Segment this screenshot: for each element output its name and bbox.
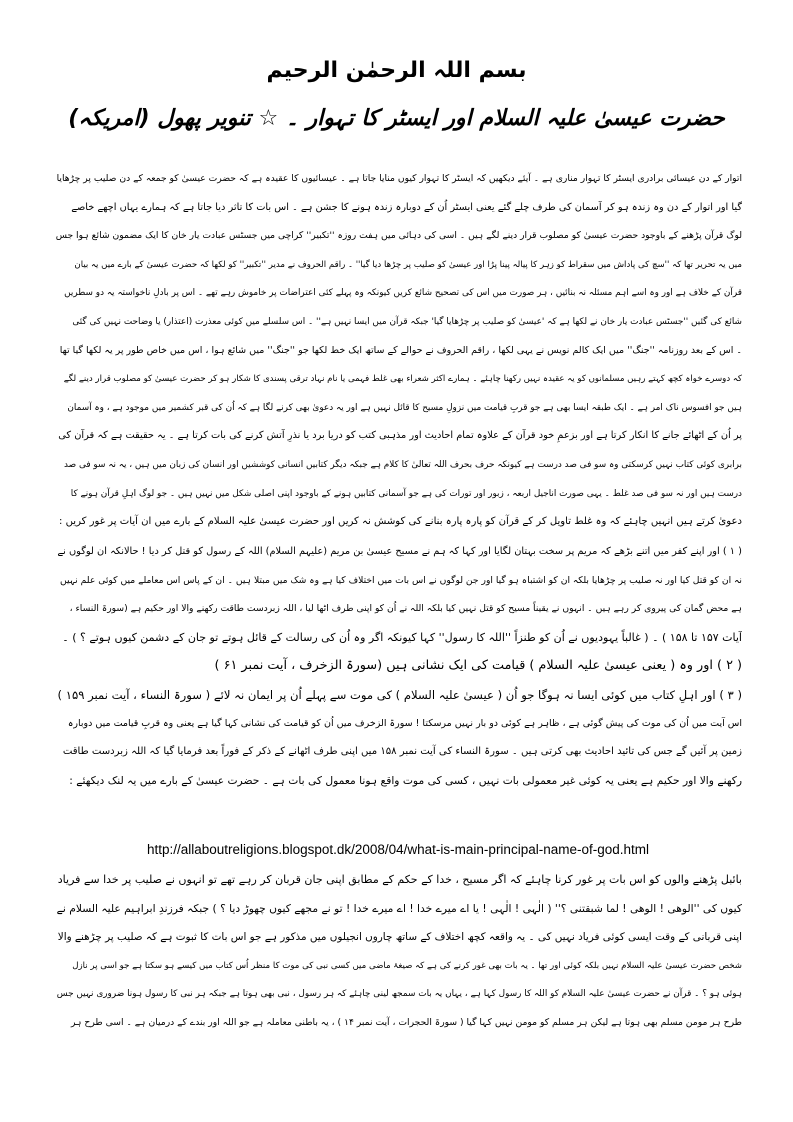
text-line: لوگ قرآن پڑھنے کے باوجود حضرت عیسیٰ کو مصلوب قرار دینے لگے ہیں ۔ اسی کی دہائی میں ہفت روزہ ''تکبیر'' کراچی میں جسٹس عبادت یار خان کا ایک مضمون شائع ہوا جس [55, 230, 742, 242]
text-line: بائبل پڑھنے والوں کو اس بات پر غور کرنا چاہئے کہ اگر مسیح ، خدا کے حکم کے مطابق اپنی جان قربان کر رہے تھے تو انہوں نے صلیب پر خدا سے فریاد [57, 873, 742, 886]
text-line: ہوئی ہو ؟ ۔ قرآن نے حضرت عیسیٰ علیہ السلام کو اللہ کا رسول کہا ہے ، یہاں یہ بات سمجھ لینی چاہئے کہ ہر رسول ، نبی بھی ہوتا ہے جبکہ ہر نبی کا رسول ہونا ضروری نہیں جس [56, 989, 742, 1000]
paragraph-intro [54, 165, 742, 537]
text-line: رکھنے والا اور حکیم ہے یعنی یہ کوئی غیر معمولی بات نہیں ، کسی کی موت واقع ہونا معمول کی بات ہے ۔ حضرت عیسیٰ کے بارے میں یہ لنک دیکھئے : [69, 773, 742, 787]
text-line: کہ دوسرے خواہ کچھ کہتے رہیں مسلمانوں کو یہ عقیدہ نہیں رکھنا چاہئے ۔ ہمارے اکثر شعراء بھی غلط فہمی یا نام نہاد ترقی پسندی کا شکار ہو کر حضرت عیسیٰ کو مصلوب قرار دینے لگے [63, 374, 742, 385]
text-line: دعویٰ کرتے ہیں انہیں چاہئے کہ وہ غلط تاویل کر کے قرآن کو پارہ پارہ بنانے کی کوشش نہ کریں اور حضرت عیسیٰ علیہ السلام کے بارے میں ان آیات پر غور کریں : [59, 516, 742, 528]
text-line: ( ۱ ) اور اپنے کفر میں اتنے بڑھے کہ مریم پر سخت بہتان لگایا اور کہا کہ ہم نے مسیح عیسیٰ بن مریم (علیہم السلام) اللہ کے رسول کو قتل کر دیا ! حالانکہ ان لوگوں نے [57, 546, 742, 557]
text-line: آیات ۱۵۷ تا ۱۵۸ ) ۔ ( غالباً یہودیوں نے اُن کو طنزاً ''اللہ کا رسول'' کہا کیونکہ اگر وہ اُن کی رسالت کے قائل ہوتے تو جان کے دشمن کیوں ہوتے ؟ ) ۔ [62, 630, 742, 644]
reference-link[interactable]: http://allaboutreligions.blogspot.dk/2008/04/what-is-main-principal-name-of-god.html [146, 842, 650, 857]
text-line: ہے محض گمان کی پیروی کر رہے ہیں ۔ انہوں نے یقیناً مسیح کو قتل نہیں کیا بلکہ اللہ نے اُن کو اپنی طرف اٹھا لیا ، اللہ زبردست طاقت رکھنے والا اور حکیم ہے (سورۃ النساء ، [69, 603, 742, 615]
text-line: پر اُن کے اٹھائے جانے کا انکار کرتا ہے اور بزعمِ خود قرآن کے علاوہ تمام احادیث اور مذہبی کتب کو دریا برد یا نذرِ آتش کرنے کی بات کرتا ہے ۔ یہ حقیقت ہے کہ قرآن کی [58, 430, 742, 442]
text-line: ( ۳ ) اور اہلِ کتاب میں کوئی ایسا نہ ہوگا جو اُن ( عیسیٰ علیہ السلام ) کی موت سے پہلے اُن پر ایمان نہ لائے ( سورۃ النساء ، آیت نمبر ۱۵۹ ) [57, 687, 742, 702]
text-line: ( ۲ ) اور وہ ( یعنی عیسیٰ علیہ السلام ) قیامت کی ایک نشانی ہیں (سورۃ الزخرف ، آیت نمبر ۶۱ ) [214, 658, 742, 674]
text-line: برابری کوئی کتاب نہیں کرسکتی وہ سو فی صد درست ہے کیونکہ حرف بحرف اللہ تعالیٰ کا کلام ہے جبکہ دیگر کتابیں انسانی کوششیں اور انسان کی زبان میں ہیں ، یہ نہ سو فی صد [63, 459, 742, 470]
text-line: طرح ہر مومن مسلم بھی ہوتا ہے لیکن ہر مسلم کو مومن نہیں کہا گیا ( سورۃ الحجرات ، آیت نمبر ۱۴ ) ، یہ باطنی معاملہ ہے جو اللہ اور بندے کے درمیان ہے ۔ اسی طرح ہر [71, 1016, 742, 1028]
text-line: گیا اور اتوار کے دن وہ زندہ ہو کر آسمان کی طرف چلے گئے یعنی ایسٹر اُن کے دوبارہ زندہ ہونے کا جشن ہے ۔ اس بات کا تاثر دیا جاتا ہے کہ ہمارے یہاں اچھے خاصے [71, 201, 742, 213]
text-line: درست ہیں اور نہ سو فی صد غلط ۔ یہی صورت اناجیل اربعہ ، زبور اور تورات کی ہے جو آسمانی کتابیں ہونے کے باوجود اپنی اصلی شکل میں نہیں ہیں ۔ جو لوگ اہلِ قرآن ہونے کا [70, 488, 742, 499]
text-line: قرآن کے خلاف ہے اور وہ اسے اہم مسئلہ نہ بنائیں ، ہر صورت میں اس کی تصحیح شائع کریں کیونکہ وہ پہلے کئی اعتراضات پر خاموش رہے تھے ۔ اس پر بادلِ ناخواستہ یہ دو سطریں [64, 288, 742, 299]
text-line: اتوار کے دن عیسائی برادری ایسٹر کا تہوار مناری ہے ۔ آیئے دیکھیں کہ ایسٹر کا تہوار کیوں منایا جاتا ہے ۔ عیسائیوں کا عقیدہ ہے کہ حضرت عیسیٰ کو جمعہ کے دن صلیب پر چڑھایا [56, 173, 742, 184]
text-line: ہیں جو افسوس ناک امر ہے ۔ ایک طبقہ ایسا بھی ہے جو قربِ قیامت میں نزولِ مسیح کا قائل نہیں ہے اور یہ دعویٰ بھی کرنے لگا ہے کہ اُن کی قبر کشمیر میں موجود ہے ، وہ آسمان [67, 402, 742, 413]
article-title: حضرت عیسیٰ علیہ السلام اور ایسٹر کا تہوار ۔ ☆ تنویر پھول (امریکہ) [68, 106, 725, 131]
text-line: شائع کی گئیں ''جسٹس عبادت یار خان نے لکھا ہے کہ 'عیسیٰ کو صلیب پر چڑھایا گیا' جبکہ قرآن میں ایسا نہیں ہے'' ۔ اس سلسلے میں کوئی معذرت (اعتذار) یا وضاحت نہیں کی گئی [72, 316, 742, 327]
link-block [54, 836, 742, 864]
paragraph-verses [54, 538, 742, 795]
text-line: شخص حضرت عیسیٰ علیہ السلام نہیں بلکہ کوئی اور تھا ۔ یہ بات بھی غور کرنے کی ہے کہ صیغۂ ماضی میں کسی نبی کی موت کا منظر اُس کتاب میں کیسے ہو سکتا ہے جو اسی پر نازل [72, 960, 742, 971]
text-line: ۔ اس کے بعد روزنامہ ''جنگ'' میں ایک کالم نویس نے یہی لکھا ، راقم الحروف نے حوالے کے ساتھ ایک خط لکھا جو ''جنگ'' میں شائع ہوا ، اس میں خاص طور پر یہ لکھا گیا تھا [59, 344, 742, 356]
bismillah-heading: بسم اللہ الرحمٰن الرحیم [266, 58, 527, 83]
text-line: میں یہ تحریر تھا کہ ''سچ کی پاداش میں سقراط کو زہر کا پیالہ پینا پڑا اور عیسیٰ کو صلیب پر چڑھا دیا گیا'' ۔ راقم الحروف نے مدیر ''تکبیر'' کو لکھا کہ حضرت عیسیٰ کے بارے میں یہ بیان [74, 259, 742, 270]
paragraph-bible [54, 866, 742, 1038]
text-line: نہ ان کو قتل کیا اور نہ صلیب پر چڑھایا بلکہ ان کو اشتباہ ہو گیا اور جن لوگوں نے اس بات میں اختلاف کیا ہے وہ شک میں مبتلا ہیں ۔ ان کے پاس اس معاملے میں کوئی علم نہیں [60, 574, 742, 586]
text-line: زمین پر آئیں گے جس کی تائید احادیث بھی کرتی ہیں ۔ سورۃ النساء کی آیت نمبر ۱۵۸ میں اپنی طرف اٹھانے کے ذکر کے فوراً بعد فرمایا گیا کہ اللہ زبردست طاقت [62, 746, 742, 758]
text-line: اس آیت میں اُن کی موت کی پیش گوئی ہے ، ظاہر ہے کوئی دو بار نہیں مرسکتا ! سورۃ الزخرف میں اُن کو قیامت کی نشانی کہا گیا ہے یعنی وہ قربِ قیامت میں دوبارہ [67, 717, 742, 729]
text-line: کیوں کی ''الوھی ! الوھی ! لما شبقتنی ؟'' ( الٰہی ! الٰہی ! یا اے میرے خدا ! اے میرے خدا ! تو نے مجھے کیوں چھوڑ دیا ؟ ) جبکہ فرزندِ ابراہیم علیہ السلام نے [56, 901, 742, 915]
text-line: اپنی قربانی کے وقت ایسی کوئی فریاد نہیں کی ۔ یہ واقعہ کچھ اختلاف کے ساتھ چاروں انجیلوں میں مذکور ہے جو اس بات کا ثبوت ہے کہ صلیب پر چڑھنے والا [57, 931, 742, 944]
